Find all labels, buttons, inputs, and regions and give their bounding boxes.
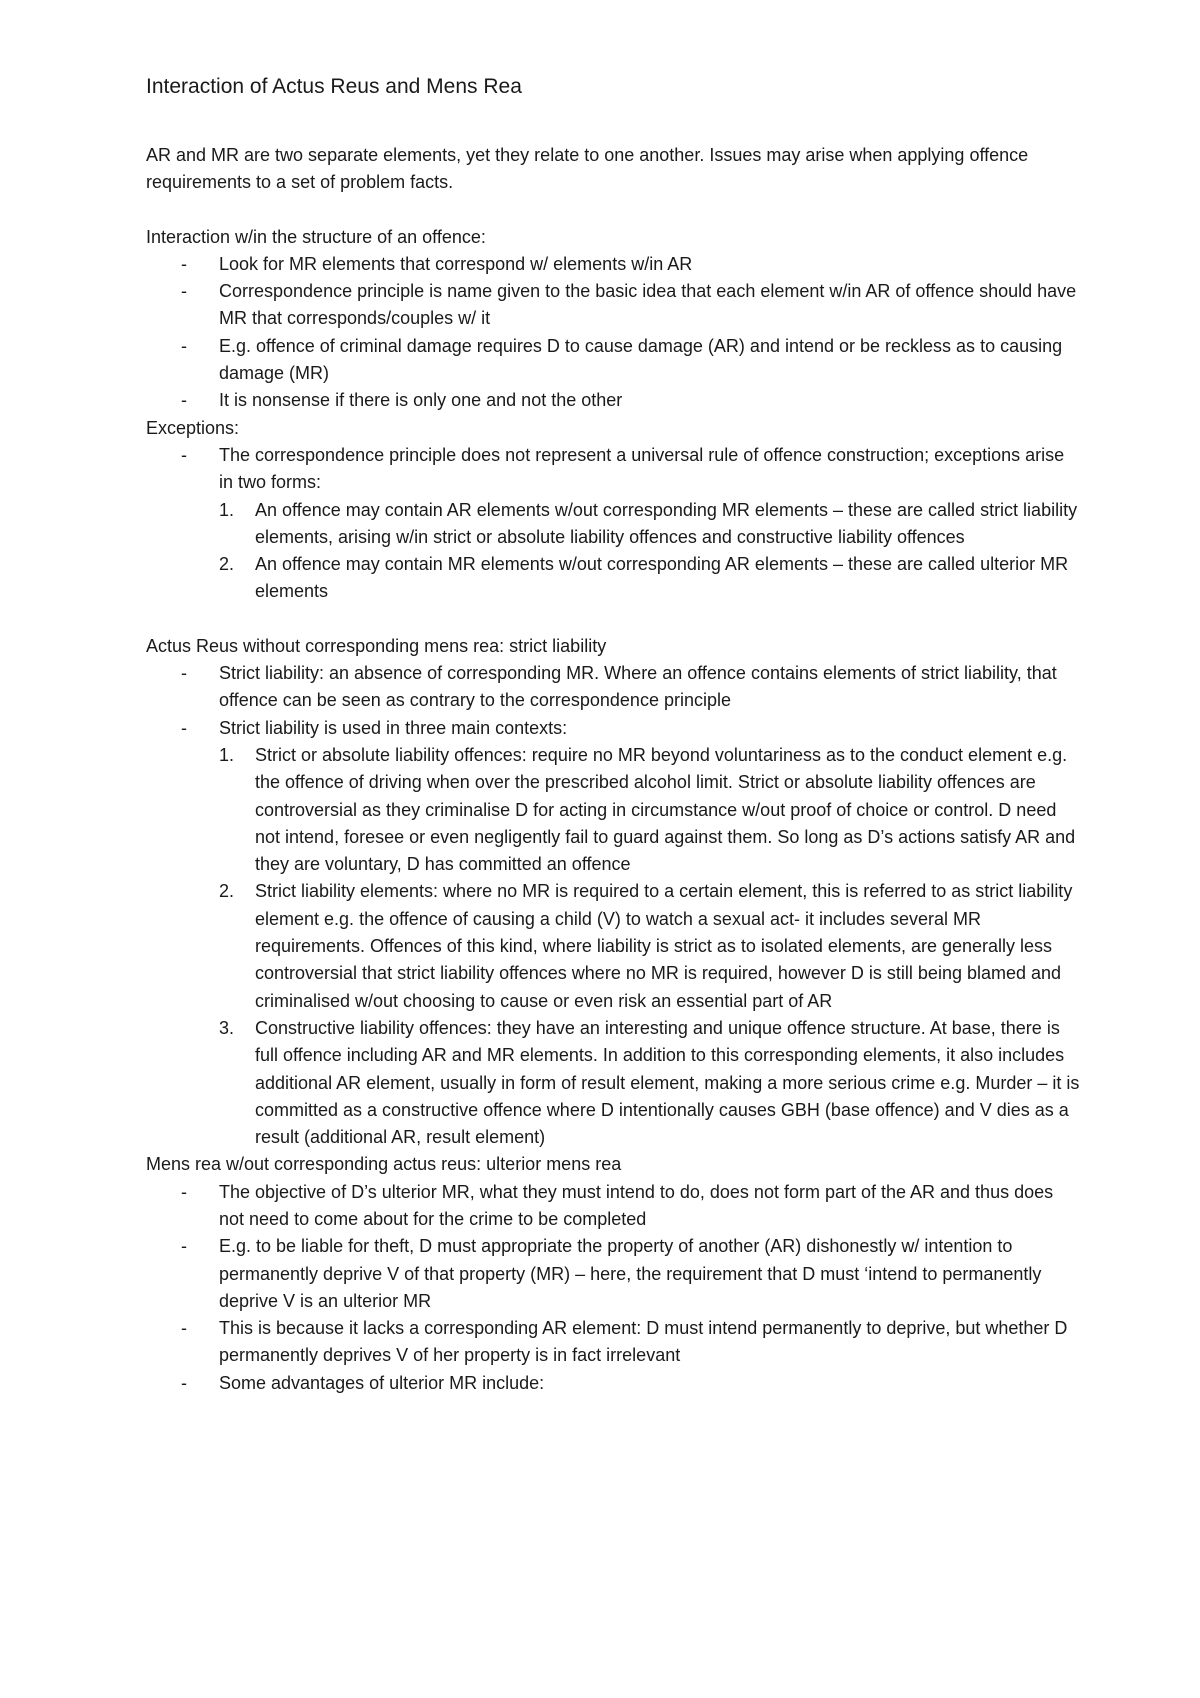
numbered-item bbox=[219, 878, 1080, 1014]
intro-paragraph: AR and MR are two separate elements, yet they relate to one another. Issues may arise when applying offence requirements to a set of problem facts. bbox=[146, 145, 1029, 193]
numbered-item bbox=[219, 742, 1080, 878]
list-item bbox=[181, 333, 1080, 388]
numbered-item-text: An offence may contain MR elements w/out corresponding AR elements – these are called ulterior MR elements bbox=[255, 554, 1069, 602]
item-number: 3. bbox=[219, 1017, 235, 1038]
ulterior-mens-rea-list bbox=[146, 1179, 1080, 1397]
list-item bbox=[181, 278, 1080, 333]
exceptions-numbered-list bbox=[219, 497, 1080, 606]
list-item bbox=[181, 1233, 1080, 1315]
list-item-text: E.g. offence of criminal damage requires D to cause damage (AR) and intend or be reckless as to causing damage (MR) bbox=[219, 335, 1063, 384]
numbered-item-text: An offence may contain AR elements w/out corresponding MR elements – these are called strict liability elements, arising w/in strict or absolute liability offences and constructive liability offences bbox=[255, 499, 1078, 547]
strict-liability-numbered-list bbox=[219, 742, 1080, 1151]
dash-bullet: - bbox=[181, 1372, 187, 1393]
list-item bbox=[181, 1179, 1080, 1234]
list-item bbox=[181, 442, 1080, 606]
numbered-item bbox=[219, 551, 1080, 606]
numbered-item bbox=[219, 497, 1080, 552]
dash-bullet: - bbox=[181, 253, 187, 274]
list-item bbox=[181, 251, 1080, 278]
numbered-item-text: Constructive liability offences: they have an interesting and unique offence structure. At base, there is full offence including AR and MR elements. In addition to this corresponding elements, it also includes additional AR element, usually in form of result element, making a more serious crime e.g. Murder – it is committed as a constructive offence where D intentionally causes GBH (base offence) and V dies as a result (additional AR, result element) bbox=[255, 1017, 1080, 1148]
list-item-text: It is nonsense if there is only one and not the other bbox=[219, 390, 623, 411]
item-number: 1. bbox=[219, 744, 235, 765]
dash-bullet: - bbox=[181, 281, 187, 302]
numbered-item bbox=[219, 1015, 1080, 1151]
page-title: Interaction of Actus Reus and Mens Rea bbox=[146, 75, 522, 98]
dash-bullet: - bbox=[181, 1181, 187, 1202]
section-heading-ulterior-mens-rea: Mens rea w/out corresponding actus reus: ulterior mens rea bbox=[146, 1154, 622, 1175]
list-item bbox=[181, 660, 1080, 715]
item-number: 2. bbox=[219, 554, 235, 575]
dash-bullet: - bbox=[181, 335, 187, 356]
numbered-item-text: Strict liability elements: where no MR is required to a certain element, this is referred to as strict liability element e.g. the offence of causing a child (V) to watch a sexual act- it includes several MR requirements. Offences of this kind, where liability is strict as to isolated elements, are generally less controversial that strict liability offences where no MR is required, however D is still being blamed and criminalised w/out choosing to cause or even risk an essential part of AR bbox=[255, 881, 1073, 1011]
list-item-text: Correspondence principle is name given to the basic idea that each element w/in AR of offence should have MR that corresponds/couples w/ it bbox=[219, 281, 1077, 329]
exceptions-list bbox=[146, 442, 1080, 606]
section-heading-exceptions: Exceptions: bbox=[146, 417, 240, 438]
list-item bbox=[181, 387, 1080, 414]
section-heading-interaction: Interaction w/in the structure of an offence: bbox=[146, 226, 486, 247]
numbered-item-text: Strict or absolute liability offences: require no MR beyond voluntariness as to the conduct element e.g. the offence of driving when over the prescribed alcohol limit. Strict or absolute liability offences are controversial as they criminalise D for acting in circumstance w/out proof of choice or control. D need not intend, foresee or even negligently fail to guard against them. So long as D’s actions satisfy AR and they are voluntary, D has committed an offence bbox=[255, 744, 1076, 875]
list-item-text: The objective of D’s ulterior MR, what they must intend to do, does not form part of the AR and thus does not need to come about for the crime to be completed bbox=[219, 1181, 1054, 1229]
dash-bullet: - bbox=[181, 444, 187, 465]
list-item-text: This is because it lacks a corresponding AR element: D must intend permanently to deprive, but whether D permanently deprives V of her property is in fact irrelevant bbox=[219, 1318, 1068, 1366]
dash-bullet: - bbox=[181, 390, 187, 411]
list-item-text: Strict liability is used in three main contexts: bbox=[219, 717, 568, 738]
list-item bbox=[181, 1315, 1080, 1370]
dash-bullet: - bbox=[181, 1236, 187, 1257]
dash-bullet: - bbox=[181, 1318, 187, 1339]
section-heading-strict-liability: Actus Reus without corresponding mens rea: strict liability bbox=[146, 635, 607, 656]
dash-bullet: - bbox=[181, 663, 187, 684]
list-item-text: Look for MR elements that correspond w/ elements w/in AR bbox=[219, 253, 693, 274]
list-item-text: The correspondence principle does not represent a universal rule of offence construction; exceptions arise in two forms: bbox=[219, 444, 1065, 493]
interaction-list bbox=[146, 251, 1080, 415]
list-item bbox=[181, 715, 1080, 1152]
list-item bbox=[181, 1370, 1080, 1397]
item-number: 2. bbox=[219, 881, 235, 902]
strict-liability-list bbox=[146, 660, 1080, 1151]
list-item-text: Some advantages of ulterior MR include: bbox=[219, 1372, 545, 1393]
item-number: 1. bbox=[219, 499, 235, 520]
list-item-text: E.g. to be liable for theft, D must appropriate the property of another (AR) dishonestly w/ intention to permanently deprive V of that property (MR) – here, the requirement that D must ‘intend to permanently deprive V is an ulterior MR bbox=[219, 1236, 1042, 1311]
list-item-text: Strict liability: an absence of corresponding MR. Where an offence contains elements of strict liability, that offence can be seen as contrary to the correspondence principle bbox=[219, 663, 1057, 711]
dash-bullet: - bbox=[181, 717, 187, 738]
